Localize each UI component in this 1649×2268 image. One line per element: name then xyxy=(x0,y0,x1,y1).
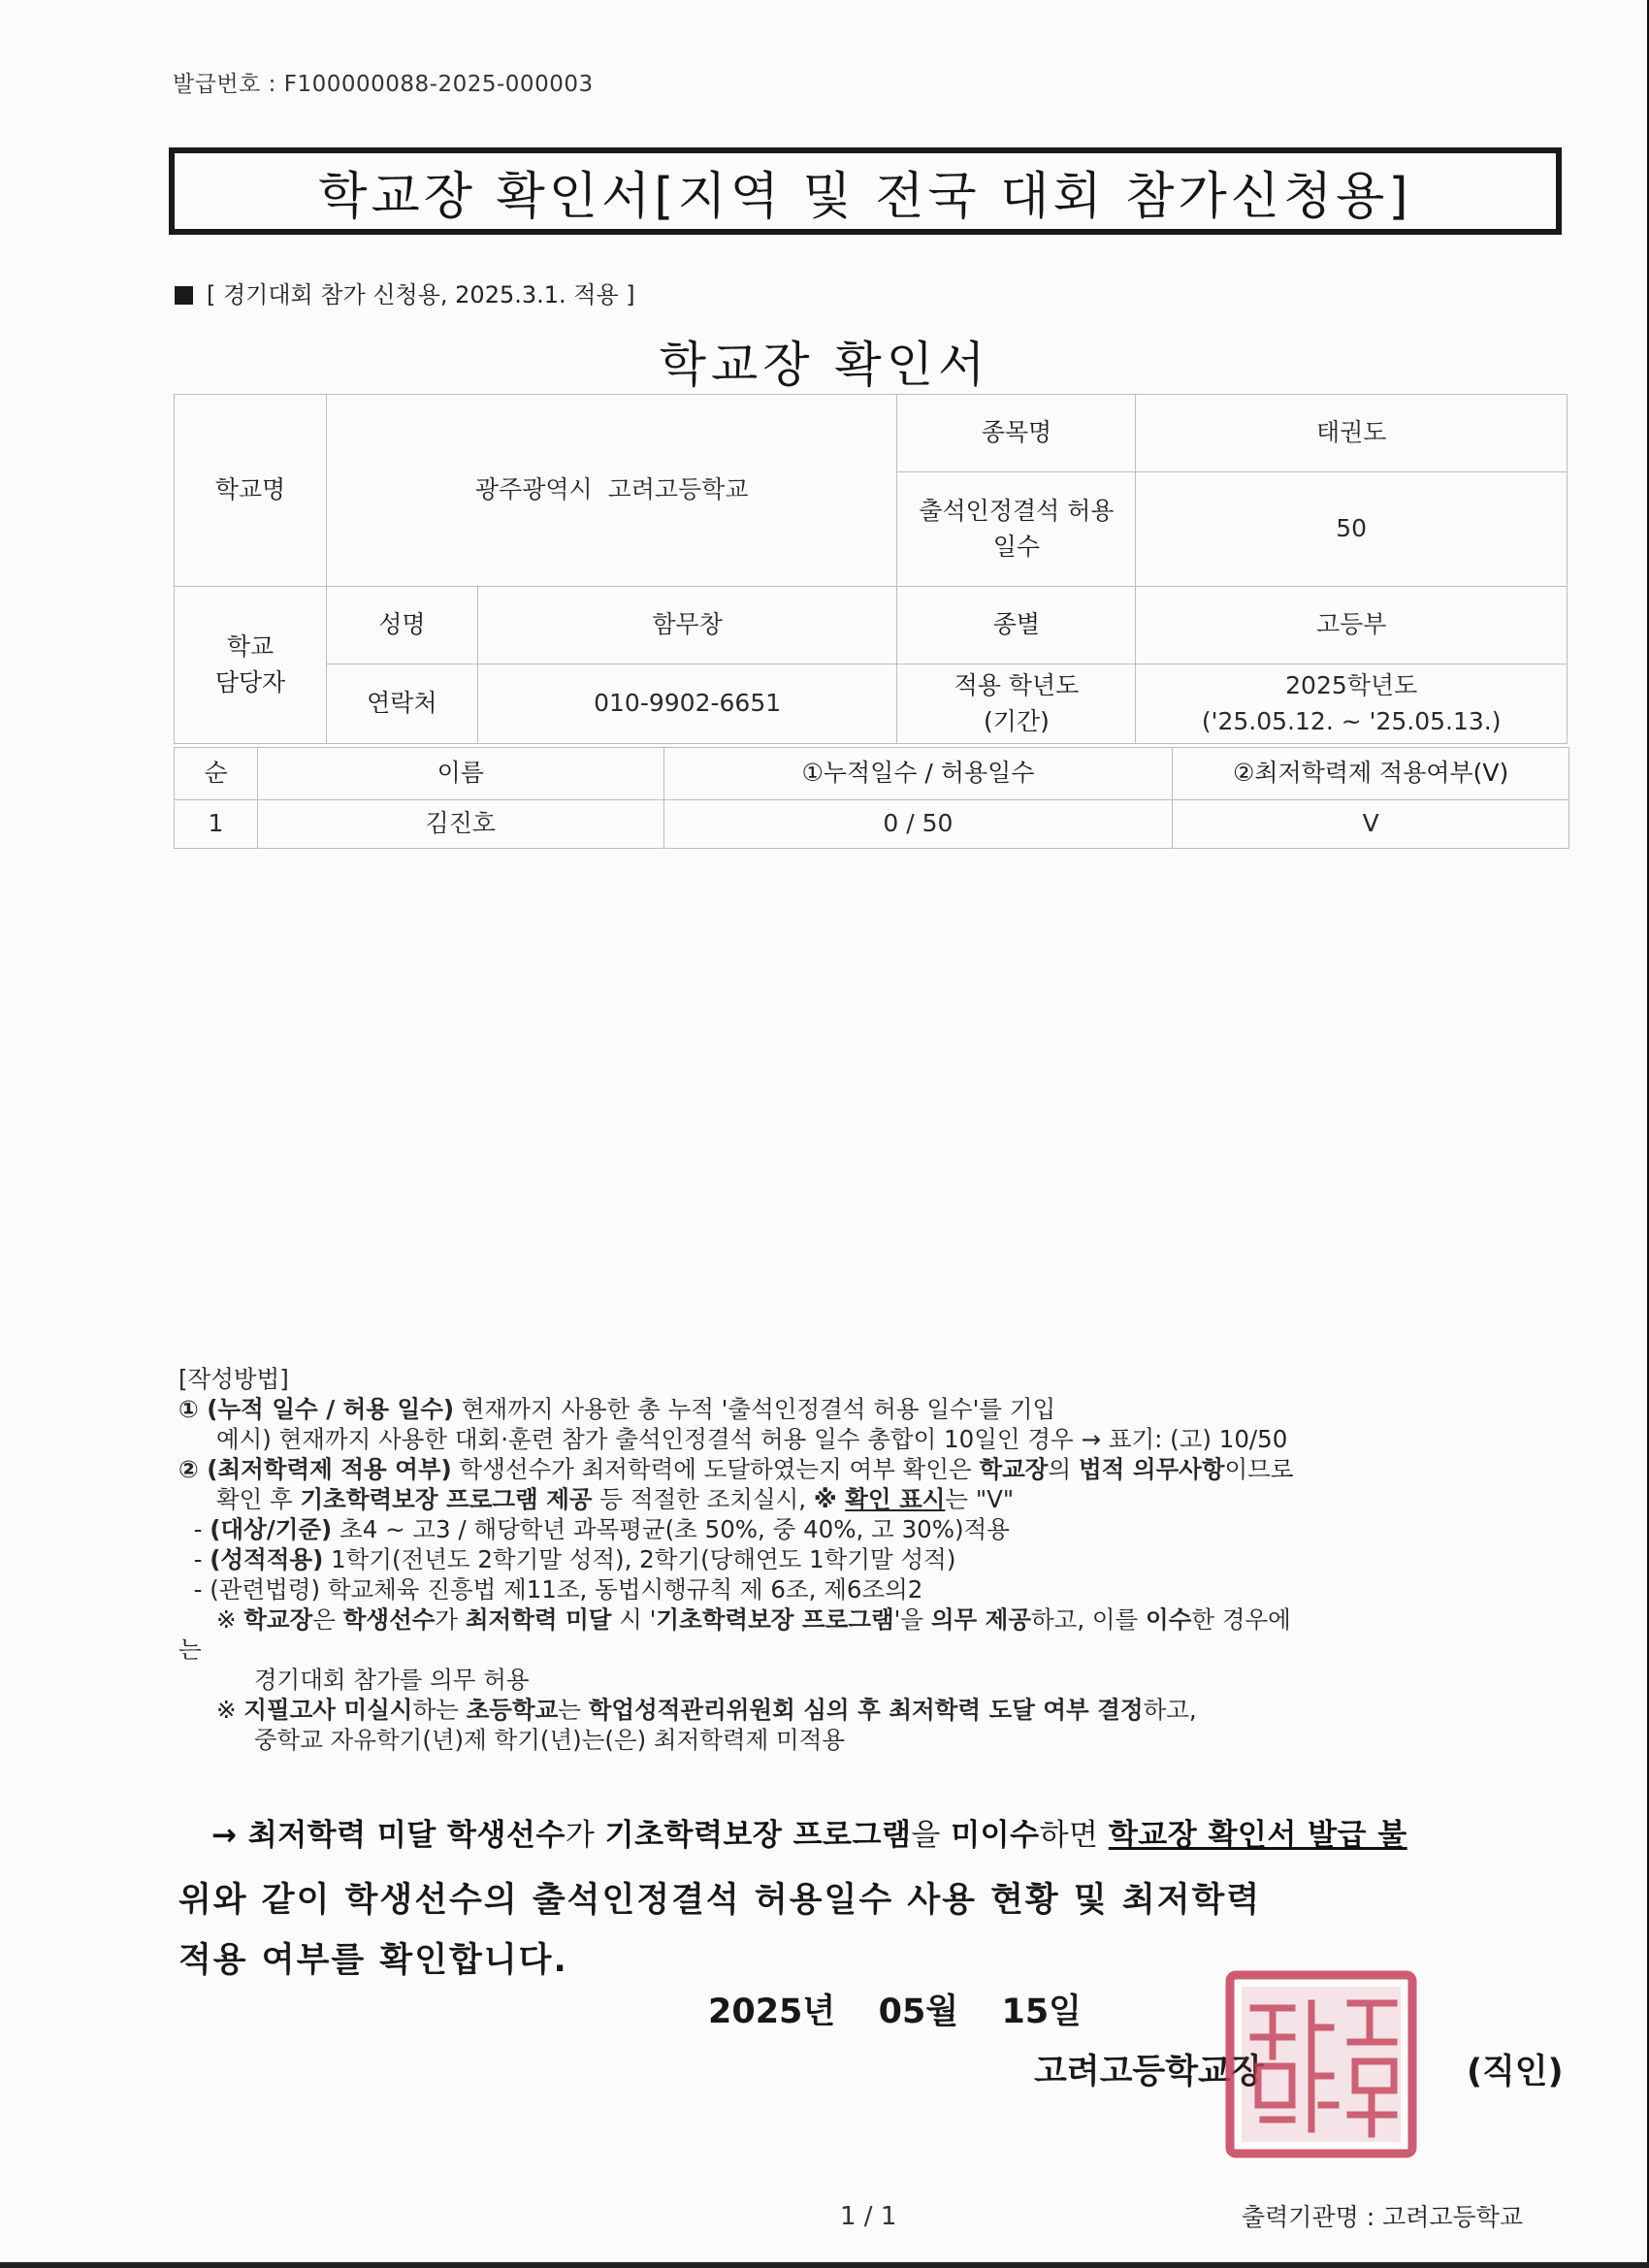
column-header: ①누적일수 / 허용일수 xyxy=(663,748,1173,800)
page-subtitle: 학교장 확인서 xyxy=(659,337,990,393)
student-name: 김진호 xyxy=(257,800,663,849)
document-title: 학교장 확인서[지역 및 전국 대회 참가신청용] xyxy=(169,147,1562,235)
document-number: 발급번호 : F100000088-2025-000003 xyxy=(173,72,594,97)
school-info-table xyxy=(174,394,1568,744)
writing-instructions xyxy=(178,1364,1294,1755)
confirmation-line: 위와 같이 학생선수의 출석인정결석 허용일수 사용 현황 및 최저학력 xyxy=(178,1881,1262,1920)
usage-note-text: [ 경기대회 참가 신청용, 2025.3.1. 적용 ] xyxy=(207,281,635,308)
year-label xyxy=(897,664,1136,744)
seal-label: (직인) xyxy=(1467,2053,1564,2091)
instruction-line: - (관련법령) 학교체육 진흥법 제11조, 동법시행규칙 제 6조, 제6조의2 xyxy=(178,1575,923,1604)
column-header: ②최저학력제 적용여부(V) xyxy=(1173,748,1569,800)
instruction-line: 중학교 자유학기(년)제 학기(년)는(은) 최저학력제 미적용 xyxy=(178,1726,846,1754)
division-label: 종별 xyxy=(897,587,1136,664)
row-number: 1 xyxy=(175,800,258,849)
days-used: 0 / 50 xyxy=(663,800,1173,849)
confirmation-statement xyxy=(178,1870,1261,1991)
instruction-line: 예시) 현재까지 사용한 대회·훈련 참가 출석인정결석 허용 일수 총합이 10일인 경우 → 표기: (고) 10/50 xyxy=(178,1425,1288,1453)
name-label: 성명 xyxy=(326,587,477,664)
allowed-days-value: 50 xyxy=(1136,472,1568,587)
student-table xyxy=(174,747,1569,849)
instruction-line: ※ 지필고사 미실시하는 초등학교는 학업성적관리위원회 심의 후 최저학력 도달 여부 결정하고, xyxy=(178,1696,1197,1724)
sport-label: 종목명 xyxy=(897,395,1136,472)
scan-edge xyxy=(0,2262,1649,2268)
instruction-line: 경기대회 참가를 의무 허용 xyxy=(178,1666,530,1694)
page-number: 1 / 1 xyxy=(840,2202,897,2231)
sport-value: 태권도 xyxy=(1136,395,1568,472)
table-row xyxy=(175,800,1569,849)
instruction-line: ※ 학교장은 학생선수가 최저학력 미달 시 '기초학력보장 프로그램'을 의무 제공하고, 이를 이수한 경우에 xyxy=(178,1605,1291,1634)
instruction-line: ② (최저학력제 적용 여부) 학생선수가 최저학력에 도달하였는지 여부 확인은 학교장의 법적 의무사항이므로 xyxy=(178,1455,1294,1483)
division-value: 고등부 xyxy=(1136,587,1568,664)
contact-value: 010-9902-6651 xyxy=(477,664,897,744)
manager-label xyxy=(175,587,327,744)
manager-label-text: 학교 담당자 xyxy=(214,632,286,697)
instructions-title: [작성방법] xyxy=(178,1365,289,1393)
principal-name: 고려고등학교장 xyxy=(1034,2053,1264,2091)
warning-line: → 최저학력 미달 학생선수가 기초학력보장 프로그램을 미이수하면 학교장 확인서 발급 불 xyxy=(211,1818,1407,1853)
issue-date: 2025년 05월 15일 xyxy=(708,1993,1082,2031)
instruction-line: ① (누적 일수 / 허용 일수) 현재까지 사용한 총 누적 '출석인정결석 허용 일수'를 기입 xyxy=(178,1395,1056,1423)
instruction-line: 확인 후 기초학력보장 프로그램 제공 등 적절한 조치실시, ※ 확인 표시는 "V" xyxy=(178,1485,1015,1513)
confirmation-line: 적용 여부를 확인합니다. xyxy=(178,1941,568,1980)
contact-label: 연락처 xyxy=(326,664,477,744)
year-value: 2025학년도 xyxy=(1285,671,1418,700)
official-seal-icon xyxy=(1224,1969,1418,2159)
school-name: 광주광역시 고려고등학교 xyxy=(326,395,897,587)
instruction-line: - (대상/기준) 초4 ~ 고3 / 해당학년 과목평균(초 50%, 중 40%, 고 30%)적용 xyxy=(178,1515,1010,1543)
year-label-text: 적용 학년도 (기간) xyxy=(954,671,1080,735)
instruction-line: 는 xyxy=(178,1636,202,1664)
column-header: 이름 xyxy=(257,748,663,800)
year-value-cell xyxy=(1136,664,1568,744)
min-achievement-check: V xyxy=(1173,800,1569,849)
instruction-line: - (성적적용) 1학기(전년도 2학기말 성적), 2학기(당해연도 1학기말 성적) xyxy=(178,1545,956,1573)
school-label: 학교명 xyxy=(175,395,327,587)
square-bullet-icon xyxy=(175,286,193,305)
issuing-institution: 출력기관명 : 고려고등학교 xyxy=(1242,2203,1523,2231)
usage-note xyxy=(175,275,635,309)
period-value: ('25.05.12. ~ '25.05.13.) xyxy=(1201,706,1502,735)
column-header: 순 xyxy=(175,748,258,800)
allowed-days-label: 출석인정결석 허용 일수 xyxy=(897,472,1136,587)
name-value: 함무창 xyxy=(477,587,897,664)
